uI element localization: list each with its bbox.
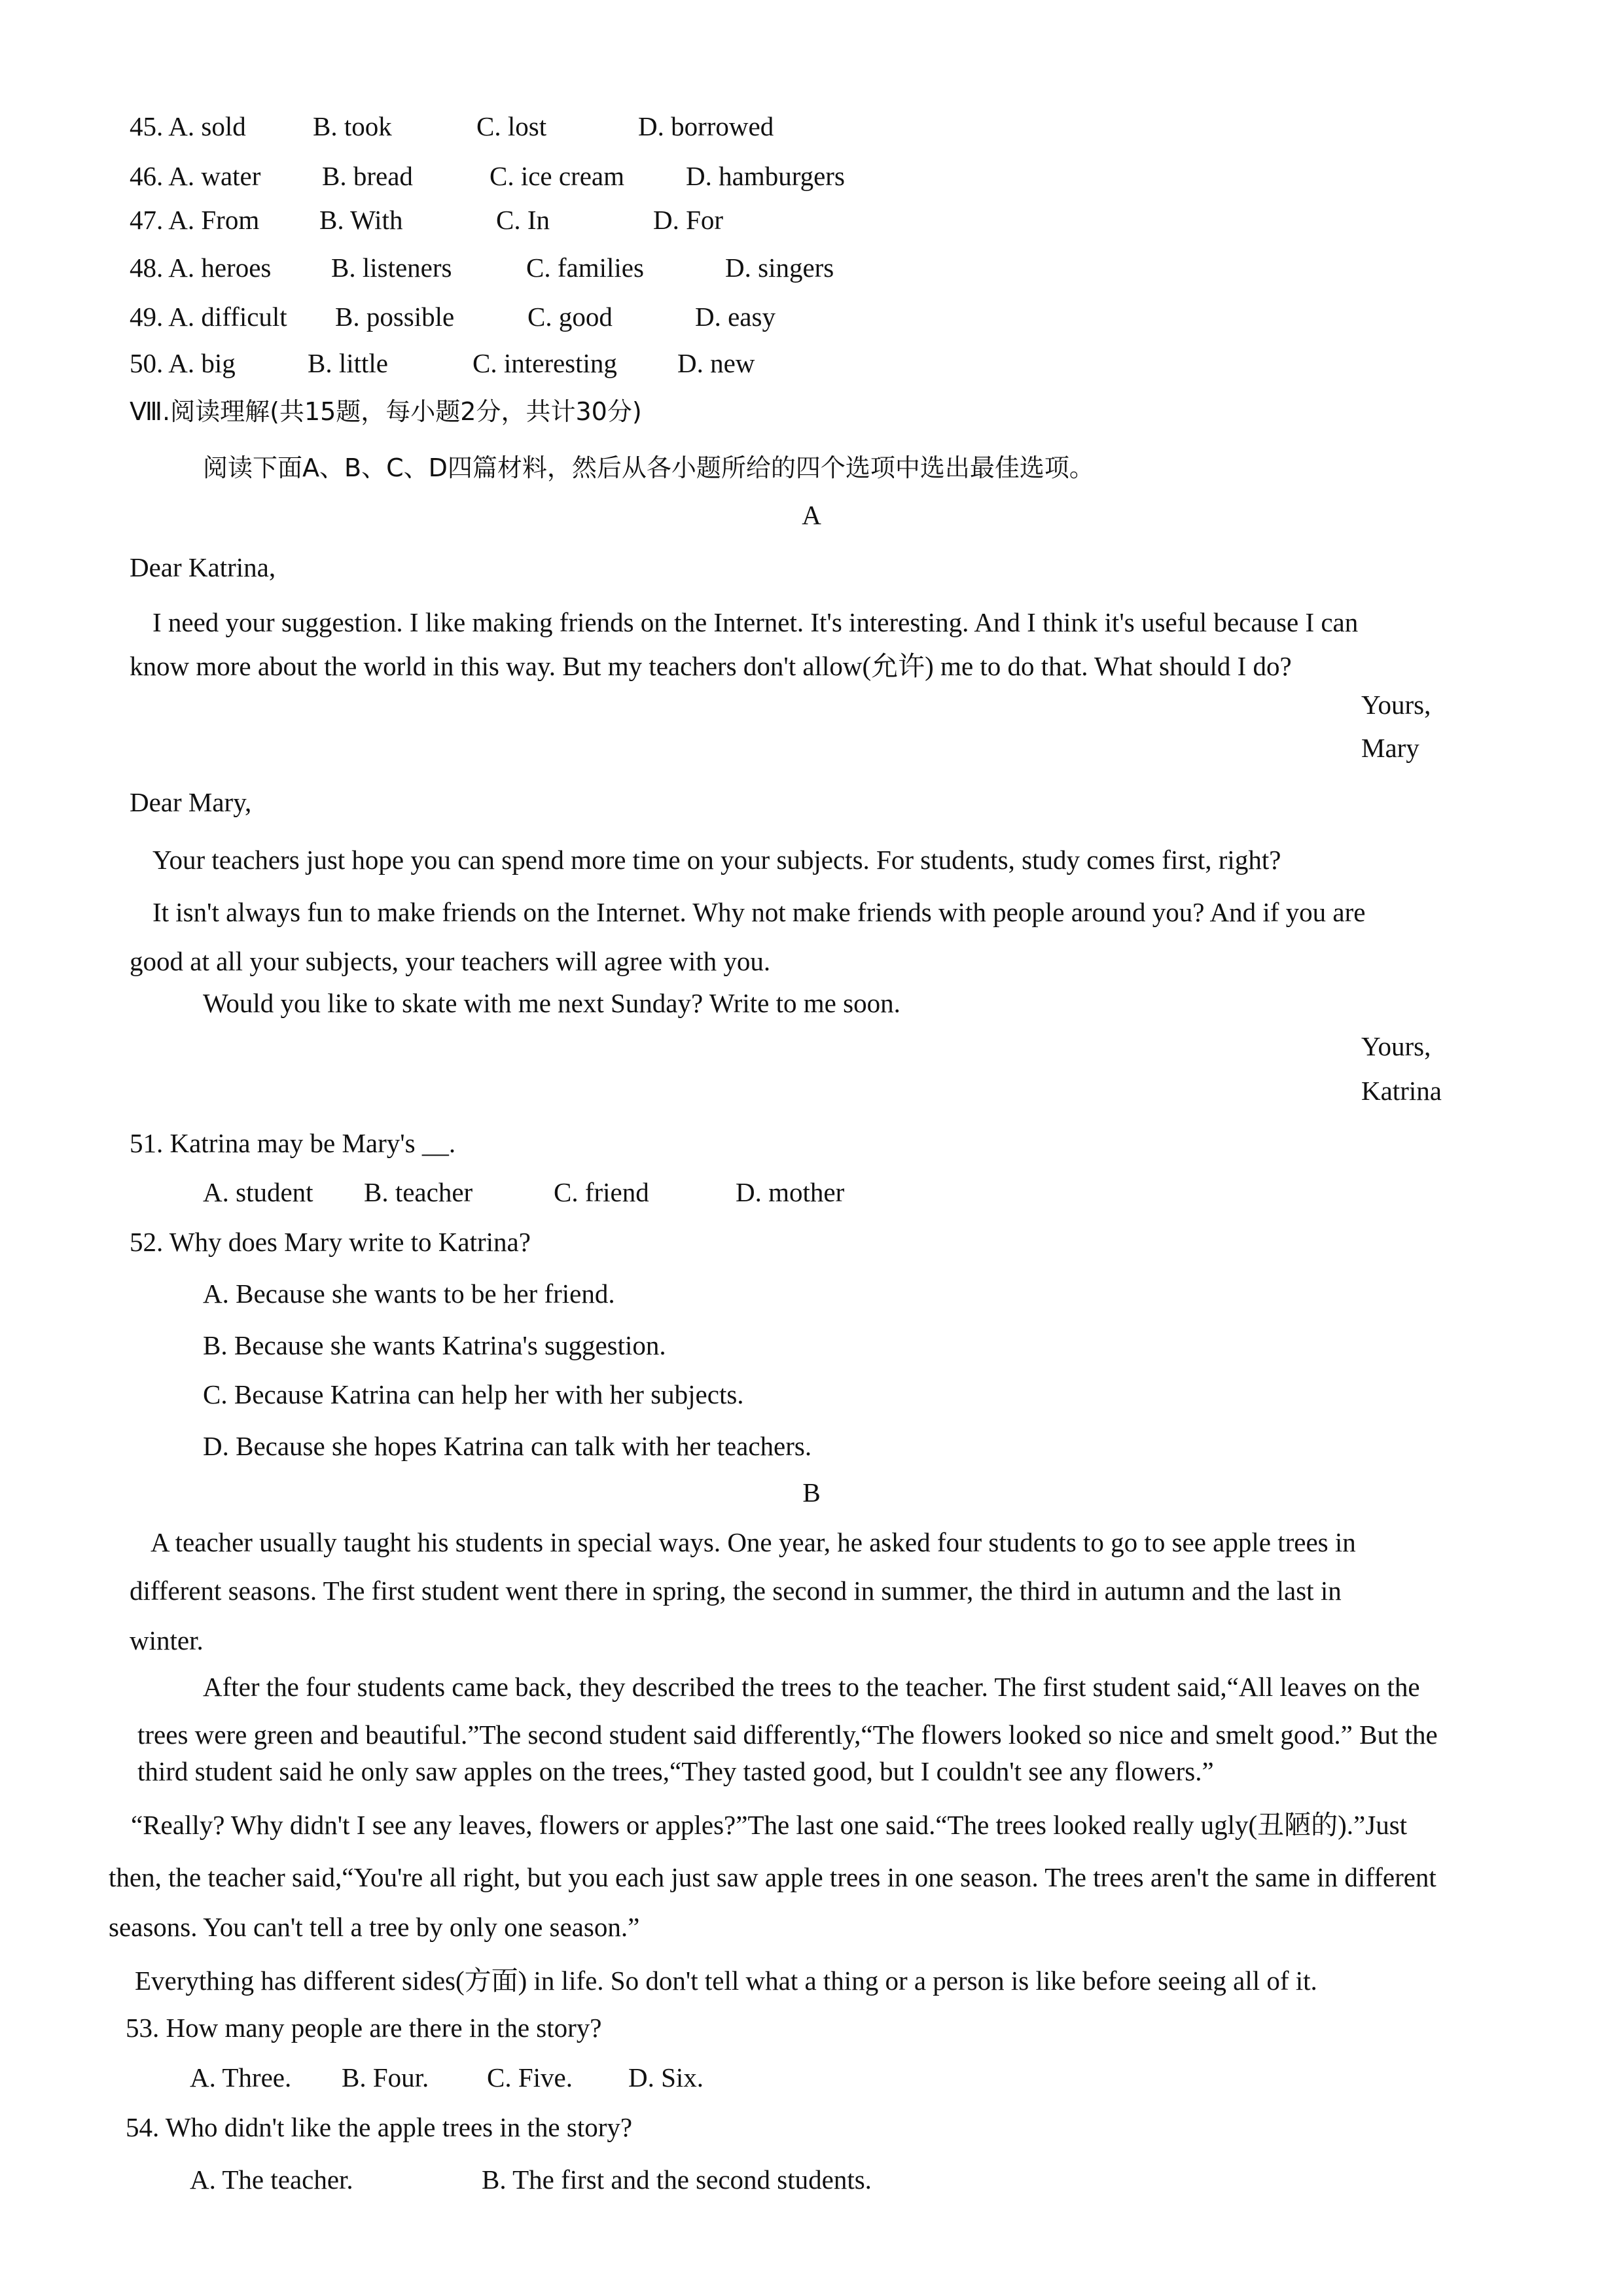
q52-option-a: A. Because she wants to be her friend. [203,1279,615,1309]
letter1-signature: Mary [1361,733,1419,763]
question-number: 48. [130,253,169,283]
option-b: B. With [319,205,403,235]
question-54: 54. Who didn't like the apple trees in the story? [126,2112,633,2142]
option-row-49 [130,300,287,333]
letter2-greeting: Dear Mary, [130,787,252,817]
q54-option-a: A. The teacher. [190,2164,353,2195]
option-d: D. hamburgers [686,161,845,191]
q53-option-c: C. Five. [487,2062,573,2093]
option-c: C. In [496,205,550,235]
option-d: D. borrowed [638,111,774,141]
passage-b-line: trees were green and beautiful.”The second student said differently,“The flowers looked so nice and smelt good.” But the [137,1720,1438,1750]
question-52: 52. Why does Mary write to Katrina? [130,1227,531,1257]
q52-option-c: C. Because Katrina can help her with her subjects. [203,1379,744,1409]
option-c: C. lost [476,111,547,141]
option-d: D. singers [725,253,834,283]
q51-option-c: C. friend [554,1177,649,1207]
option-a: A. big [168,348,236,378]
passage-b-line: A teacher usually taught his students in special ways. One year, he asked four students to go to see apple trees in [151,1527,1356,1557]
question-53: 53. How many people are there in the story? [126,2013,602,2043]
q53-option-d: D. Six. [628,2062,704,2093]
option-row-45 [130,110,246,143]
question-number: 50. [130,348,169,378]
q52-option-b: B. Because she wants Katrina's suggestion. [203,1330,666,1360]
option-a: A. From [168,205,260,235]
q53-option-b: B. Four. [342,2062,429,2093]
option-row-46 [130,160,260,192]
q52-option-d: D. Because she hopes Katrina can talk with her teachers. [203,1431,812,1461]
question-number: 47. [130,205,169,235]
passage-b-line: then, the teacher said,“You're all right, but you each just saw apple trees in one season. The trees aren't the same in different [109,1862,1436,1892]
option-b: B. possible [335,302,455,332]
passage-b-line: third student said he only saw apples on the trees,“They tasted good, but I couldn't see any flowers.” [137,1756,1214,1786]
letter1-closing: Yours, [1361,690,1431,720]
letter1-greeting: Dear Katrina, [130,552,276,582]
option-d: D. new [677,348,755,378]
letter2-line: Your teachers just hope you can spend more time on your subjects. For students, study comes first, right? [152,845,1281,875]
q51-option-b: B. teacher [364,1177,473,1207]
q51-option-d: D. mother [736,1177,845,1207]
passage-b-line: winter. [130,1625,204,1655]
option-b: B. listeners [331,253,452,283]
option-a: A. water [168,161,261,191]
option-c: C. good [527,302,613,332]
passage-b-line: different seasons. The first student went there in spring, the second in summer, the third in autumn and the last in [130,1576,1342,1606]
option-d: D. For [653,205,724,235]
letter2-signature: Katrina [1361,1076,1442,1106]
option-b: B. took [313,111,392,141]
letter2-closing: Yours, [1361,1031,1431,1061]
letter2-line: It isn't always fun to make friends on the Internet. Why not make friends with people around you? And if you are [152,897,1366,927]
option-c: C. families [526,253,644,283]
letter2-line: Would you like to skate with me next Sunday? Write to me soon. [203,988,901,1018]
option-a: A. sold [168,111,246,141]
question-number: 49. [130,302,169,332]
passage-b-line: Everything has different sides(方面) in life. So don't tell what a thing or a person is like before seeing all of it. [135,1966,1317,1996]
option-d: D. easy [695,302,776,332]
question-number: 45. [130,111,169,141]
option-a: A. difficult [168,302,287,332]
letter1-line: I need your suggestion. I like making friends on the Internet. It's interesting. And I think it's useful because I can [152,607,1359,637]
option-a: A. heroes [168,253,272,283]
q53-option-a: A. Three. [190,2062,292,2093]
question-number: 46. [130,161,169,191]
option-b: B. bread [322,161,413,191]
option-c: C. ice cream [490,161,625,191]
letter1-line: know more about the world in this way. But my teachers don't allow(允许) me to do that. What should I do? [130,651,1292,681]
option-row-48 [130,251,271,284]
option-row-50 [130,347,236,380]
section-instruction: 阅读下面A、B、C、D四篇材料，然后从各小题所给的四个选项中选出最佳选项。 [203,453,1094,482]
passage-b-label: B [802,1477,821,1508]
q54-option-b: B. The first and the second students. [482,2164,872,2195]
question-51: 51. Katrina may be Mary's __. [130,1128,456,1158]
passage-b-line: seasons. You can't tell a tree by only one season.” [109,1912,640,1942]
option-row-47 [130,203,259,236]
letter2-line: good at all your subjects, your teachers will agree with you. [130,946,771,976]
passage-b-line: After the four students came back, they described the trees to the teacher. The first student said,“All leaves on the [203,1672,1420,1702]
q51-option-a: A. student [203,1177,313,1207]
option-c: C. interesting [473,348,617,378]
passage-b-line: “Really? Why didn't I see any leaves, flowers or apples?”The last one said.“The trees looked really ugly(丑陋的).”Just [131,1810,1408,1840]
passage-a-label: A [802,500,821,530]
section-heading: Ⅷ.阅读理解(共15题，每小题2分，共计30分) [130,397,642,426]
option-b: B. little [308,348,388,378]
